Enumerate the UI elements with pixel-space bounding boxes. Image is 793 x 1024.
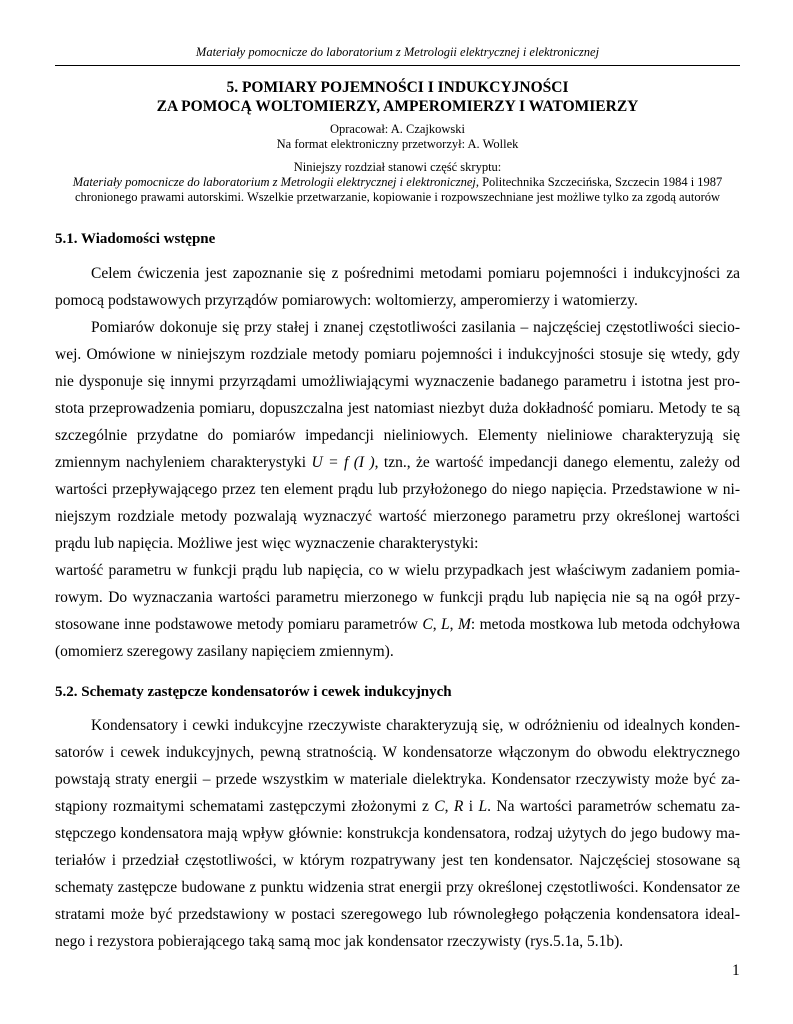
text-fragment: , bbox=[449, 616, 458, 633]
text-line bbox=[55, 449, 740, 476]
script-title: Materiały pomocnicze do laboratorium z Metrologii elektrycznej i elektronicznej bbox=[72, 175, 476, 189]
symbol: L bbox=[441, 616, 450, 633]
author-line: Opracował: A. Czajkowski bbox=[329, 122, 466, 136]
section-heading-5-1: 5.1. Wiadomości wstępne bbox=[55, 231, 216, 247]
text-fragment: , bbox=[432, 616, 442, 633]
page-number: 1 bbox=[732, 962, 740, 979]
symbol: R bbox=[453, 798, 464, 815]
header-divider bbox=[55, 65, 740, 66]
intro-line1: Niniejszy rozdział stanowi część skryptu: bbox=[293, 160, 502, 174]
chapter-title-line2: ZA POMOCĄ WOLTOMIERZY, AMPEROMIERZY I WATOMIERZY bbox=[156, 98, 639, 115]
intro-line3: chronionego prawami autorskimi. Wszelkie przetwarzanie, kopiowanie i rozpowszechniane jest możliwe tylko za zgodą autorów bbox=[74, 190, 721, 204]
text-line: prądu lub napięcia. Możliwe jest więc wyznaczenie charakterystyki: bbox=[55, 535, 479, 552]
text-line: szczególnie przydatne do pomiarów impedancji nieliniowych. Elementy nieliniowe charakteryzują się bbox=[55, 427, 740, 444]
symbol: L bbox=[478, 798, 488, 815]
text-fragment: i bbox=[463, 798, 479, 815]
text-line: pomocą podstawowych przyrządów pomiarowych: woltomierzy, amperomierzy i watomierzy. bbox=[55, 292, 638, 309]
text-line: stota przeprowadzenia pomiaru, dopuszczalna jest natomiast niezbyt duża dokładność pomiaru. Metody te są bbox=[55, 400, 740, 417]
copyright-note bbox=[40, 160, 755, 205]
text-line: satorów i cewek indukcyjnych, pewną stratnością. W kondensatorze włączonym do obwodu elektrycznego bbox=[55, 744, 740, 761]
text-fragment: , tzn., że wartość impedancji danego elementu, zależy od bbox=[374, 454, 740, 471]
text-line: nego i rezystora pobierającego taką samą moc jak kondensator rzeczywisty (rys.5.1a, 5.1b). bbox=[55, 933, 624, 950]
text-line: Pomiarów dokonuje się przy stałej i znanej częstotliwości zasilania – najczęściej częstotliwości siecio- bbox=[91, 319, 740, 336]
text-line bbox=[55, 611, 740, 638]
text-fragment: stąpiony rozmaitymi schematami zastępczymi złożonymi z bbox=[55, 798, 435, 815]
text-line: wej. Omówione w niniejszym rozdziale metody pomiaru pojemności i indukcyjności stosuje się wtedy, gdy bbox=[55, 346, 740, 363]
symbol: M bbox=[457, 616, 471, 633]
symbol: C bbox=[422, 616, 433, 633]
text-line: stratami może być przedstawiony w postaci szeregowego lub równoległego połączenia kondensatora ideal- bbox=[55, 906, 740, 923]
text-line: powstają straty energii – przede wszystkim w materiale dielektryka. Kondensator rzeczywisty może być za- bbox=[55, 771, 740, 788]
text-line bbox=[55, 793, 740, 820]
text-fragment: . Na wartości parametrów schematu za- bbox=[487, 798, 741, 815]
paragraph bbox=[55, 314, 740, 665]
text-line: teriałów i przedział częstotliwości, w którym rozpatrywany jest ten kondensator. Najczęściej stosowane są bbox=[55, 852, 740, 869]
text-line: (omomierz szeregowy zasilany napięciem zmiennym). bbox=[55, 643, 394, 660]
text-fragment: stosowane inne podstawowe metody pomiaru parametrów bbox=[55, 616, 423, 633]
text-line: Kondensatory i cewki indukcyjne rzeczywiste charakteryzują się, w odróżnieniu od idealnych konden- bbox=[91, 717, 740, 734]
paragraph bbox=[55, 260, 740, 314]
text-line: niejszym rozdziale metody pozwalają wyznaczyć wartość mierzonego parametru przy określonej wartości bbox=[55, 508, 740, 525]
text-line: wartości przepływającego przez ten element prądu lub przyłożonego do niego napięcia. Przedstawione w ni- bbox=[55, 481, 740, 498]
text-line: nie dysponuje się innymi przyrządami umożliwiającymi wyznaczenie badanego parametru i istotna jest pro- bbox=[55, 373, 740, 390]
text-line: wartość parametru w funkcji prądu lub napięcia, co w wielu przypadkach jest właściwym zadaniem pomia- bbox=[55, 562, 740, 579]
publisher-info: , Politechnika Szczecińska, Szczecin 1984 i 1987 bbox=[475, 175, 723, 189]
converter-line: Na format elektroniczny przetworzył: A. Wollek bbox=[276, 137, 519, 151]
symbol: C bbox=[434, 798, 445, 815]
text-line: rowym. Do wyznaczania wartości parametru mierzonego w funkcji prądu lub napięcia nie są na ogół przy- bbox=[55, 589, 740, 606]
text-line: stępczego kondensatora mają wpływ głównie: konstrukcja kondensatora, rodzaj użytych do jego budowy ma- bbox=[55, 825, 740, 842]
text-line: Celem ćwiczenia jest zapoznanie się z pośrednimi metodami pomiaru pojemności i indukcyjności za bbox=[91, 265, 740, 282]
text-line: schematy zastępcze budowane z punktu widzenia strat energii przy określonej częstotliwości. Kondensator ze bbox=[55, 879, 740, 896]
section-heading-5-2: 5.2. Schematy zastępcze kondensatorów i cewek indukcyjnych bbox=[55, 684, 452, 700]
chapter-title-line1: 5. POMIARY POJEMNOŚCI I INDUKCYJNOŚCI bbox=[226, 79, 569, 96]
text-fragment: : metoda mostkowa lub metoda odchyłowa bbox=[470, 616, 741, 633]
text-fragment: , bbox=[444, 798, 454, 815]
paragraph bbox=[55, 712, 740, 955]
text-fragment: zmiennym nachyleniem charakterystyki bbox=[55, 454, 312, 471]
author-info bbox=[55, 122, 740, 152]
formula: U = f (I ) bbox=[311, 454, 375, 471]
chapter-title bbox=[55, 78, 740, 116]
intro-line2 bbox=[40, 175, 755, 190]
running-header: Materiały pomocnicze do laboratorium z Metrologii elektrycznej i elektronicznej bbox=[195, 45, 600, 59]
